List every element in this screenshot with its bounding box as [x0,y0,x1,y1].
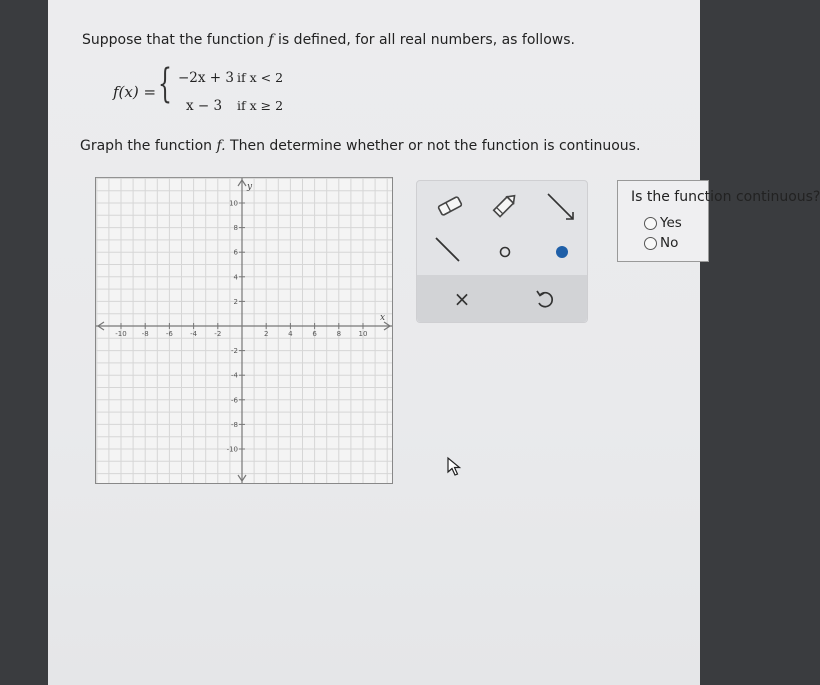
segment-tool[interactable] [431,233,465,267]
x-tick-label: -8 [141,330,149,338]
equals-sign: = [138,83,157,101]
y-tick-label: 4 [233,273,238,282]
action-row [417,275,587,322]
eraser-icon [435,191,465,221]
x-tick-label: -4 [190,330,198,338]
option-yes[interactable] [644,215,682,231]
x-tick-label: -10 [115,330,127,338]
x-tick-label: 2 [263,330,269,338]
problem-intro [82,32,575,48]
piecewise-brace: { [158,61,172,107]
intro-function-name: f [268,32,274,48]
radio-yes[interactable] [644,217,657,230]
clear-button[interactable] [445,282,479,316]
tool-palette [416,180,588,323]
continuity-question [617,180,820,262]
x-tick-label: 8 [336,330,342,338]
x-tick-label: 6 [312,330,317,338]
graph-area[interactable] [95,177,393,484]
instruction [80,138,640,154]
pencil-icon [490,191,520,221]
y-tick-label: 6 [233,248,238,257]
y-tick-label: -8 [231,420,238,429]
function-label [113,83,156,101]
piece1-condition: if x < 2 [237,70,284,85]
x-axis-label: x [380,313,386,323]
closed-circle-icon [547,237,577,267]
function-name: f(x) [113,83,139,101]
x-tick-label: -2 [214,330,222,338]
piece1-expression: −2x + 3 [178,70,234,86]
eraser-tool[interactable] [433,189,467,223]
y-tick-label: 10 [229,199,238,208]
instruction-suffix: Then determine whether or not the function is continuous. [225,138,641,154]
coordinate-grid[interactable] [96,178,392,483]
x-tick-label: -6 [165,330,173,338]
ray-tool[interactable] [543,189,577,223]
y-tick-label: -6 [231,396,238,405]
intro-prefix: Suppose that the function [82,32,269,48]
mouse-cursor-icon [446,456,462,478]
open-circle-icon [490,237,520,267]
piece2-expression: x − 3 [186,98,223,114]
clear-icon: × [453,287,471,311]
intro-suffix: is defined, for all real numbers, as follows. [273,32,575,48]
undo-icon [533,287,557,311]
line-segment-icon [431,233,465,267]
x-tick-label: 4 [288,330,293,338]
pencil-tool[interactable] [488,189,522,223]
open-point-tool[interactable] [488,235,522,269]
closed-point-tool[interactable] [545,235,579,269]
y-tick-label: -2 [231,347,238,356]
question-text: Is the function continuous? [631,189,820,205]
y-axis-label: y [247,182,253,192]
y-tick-label: -10 [226,445,238,454]
y-tick-label: 8 [233,224,238,233]
option-yes-label: Yes [660,215,682,231]
y-tick-label: -4 [231,371,238,380]
piece2-condition: if x ≥ 2 [237,98,284,113]
option-no[interactable] [644,235,678,251]
y-tick-label: 2 [233,297,238,306]
option-no-label: No [660,235,679,251]
radio-no[interactable] [644,237,657,250]
ray-icon [543,189,577,223]
instruction-prefix: Graph the function [80,138,217,154]
undo-button[interactable] [528,282,562,316]
instruction-function-name: f. [216,138,226,154]
x-tick-label: 10 [358,330,368,338]
